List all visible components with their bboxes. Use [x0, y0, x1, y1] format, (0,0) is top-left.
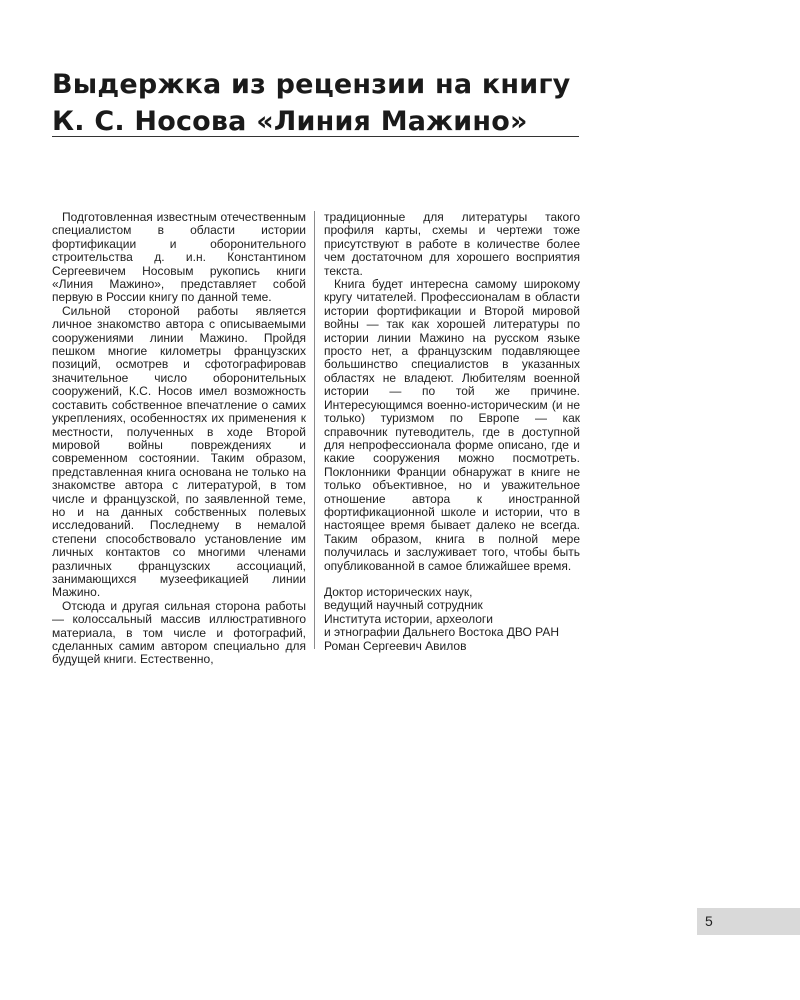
- signature-line-3: Института истории, археологи: [324, 611, 493, 626]
- left-paragraph-3: Отсюда и другая сильная сторона работы — колоссальный массив иллюстративного материала, в том числе и фотографий, сделанных самим автором специально для будущей книги. Естественно,: [52, 598, 306, 667]
- title-line-1: Выдержка из рецензии на книгу: [52, 69, 571, 100]
- right-column: [324, 211, 580, 653]
- title-underline: [52, 136, 579, 137]
- left-column: [52, 211, 306, 667]
- left-paragraph-2: Сильной стороной работы является личное знакомство автора с описываемыми сооружениями линии Мажино. Пройдя пешком многие километры французских позиций, осмотрев и сфотографировав значительное число оборонительных сооружений, К.С. Носов имел возможность составить собственное впечатление о самих укреплениях, особенностях их применения к местности, полученных в ходе Второй мировой войны повреждениях и современном состоянии. Таким образом, представленная книга основана не только на знакомстве автора с литературой, в том числе и французской, по заявленной теме, но и на данных собственных полевых исследований. Последнему в немалой степени способствовало установление им личных контактов со многими членами различных французских ассоциаций, занимающихся музеефикацией линии Мажино.: [52, 303, 306, 600]
- title-line-2: К. С. Носова «Линия Мажино»: [52, 106, 528, 137]
- right-paragraph-continuation: традиционные для литературы такого профиля карты, схемы и чертежи тоже присутствуют в работе в количестве более чем достаточном для хорошего восприятия текста.: [324, 210, 580, 278]
- signature-line-2: ведущий научный сотрудник: [324, 598, 483, 613]
- signature-line-1: Доктор исторических наук,: [324, 584, 473, 599]
- signature-line-4: и этнографии Дальнего Востока ДВО РАН: [324, 625, 560, 640]
- left-paragraph-1: Подготовленная известным отечественным специалистом в области истории фортификации и оборонительного строительства д. и.н. Константином Сергеевичем Носовым рукопись книги «Линия Мажино», представляет собой первую в России книгу по данной теме.: [52, 210, 306, 305]
- page-title: [52, 66, 570, 140]
- page-number-tab: [697, 908, 800, 935]
- signature-line-5: Роман Сергеевич Авилов: [324, 638, 467, 653]
- column-divider: [314, 211, 315, 649]
- page-number: 5: [705, 913, 713, 929]
- right-paragraph-2: Книга будет интересна самому широкому кругу читателей. Профессионалам в области истории фортификации и Второй мировой войны — так как хорошей литературы по истории линии Мажино на русском языке просто нет, а французским подавляющее большинство специалистов в указанных областях не владеют. Любителям военной истории — по той же причине. Интересующимся военно-историческим (и не только) туризмом по Европе — как справочник путеводитель, где в доступной для непрофессионала форме описано, где и какие сооружения можно посмотреть. Поклонники Франции обнаружат в книге не только объективное, но и уважительное отношение автора к иностранной фортификационной школе и истории, что в настоящее время бывает далеко не всегда. Таким образом, книга в полной мере получилась и заслуживает того, чтобы быть опубликованной в самое ближайшее время.: [324, 277, 580, 573]
- reviewer-signature: [324, 586, 580, 653]
